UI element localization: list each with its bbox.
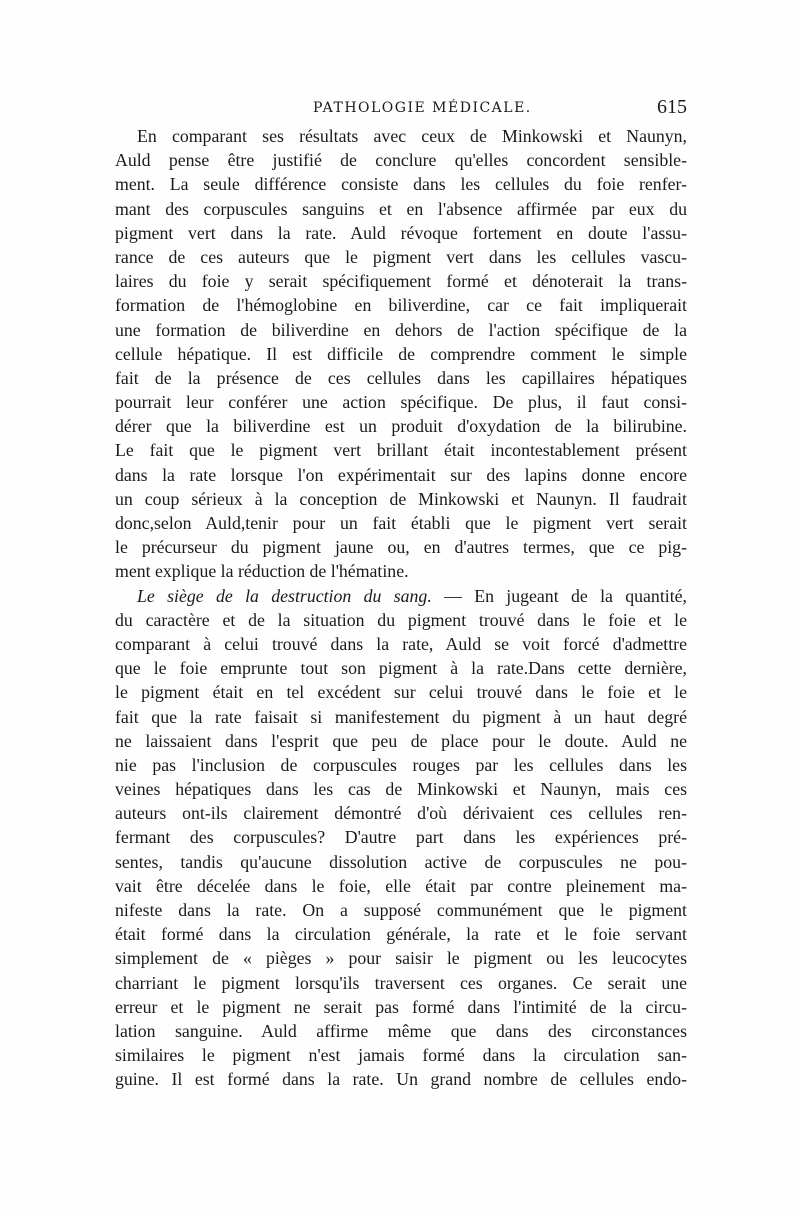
text-line: erreur et le pigment ne serait pas formé dans l'intimité de la circu- [115, 996, 687, 1017]
text-line: auteurs ont-ils clairement démontré d'où dérivaient ces cellules ren- [115, 803, 687, 824]
text-line: fait de la présence de ces cellules dans les capillaires hépatiques [115, 367, 687, 388]
text-line: nie pas l'inclusion de corpuscules rouges par les cellules dans les [115, 754, 687, 775]
text-line: formation de l'hémoglobine en biliverdine, car ce fait impliquerait [115, 295, 687, 316]
text-line: que le foie emprunte tout son pigment à la rate.Dans cette dernière, [115, 658, 687, 679]
text-line: sentes, tandis qu'aucune dissolution active de corpuscules ne pou- [115, 851, 687, 872]
text-line: Auld pense être justifié de conclure qu'elles concordent sensible- [115, 150, 687, 171]
text-line: fermant des corpuscules? D'autre part dans les expériences pré- [115, 827, 687, 848]
text-line: veines hépatiques dans les cas de Minkowski et Naunyn, mais ces [115, 779, 687, 800]
text-line: ne laissaient dans l'esprit que peu de place pour le doute. Auld ne [115, 730, 687, 751]
text-line: une formation de biliverdine en dehors de l'action spécifique de la [115, 319, 687, 340]
text-line: mant des corpuscules sanguins et en l'absence affirmée par eux du [115, 198, 687, 219]
text-line: rance de ces auteurs que le pigment vert dans les cellules vascu- [115, 246, 687, 267]
section-heading: Le siège de la destruction du sang. [137, 585, 432, 606]
text-line: lation sanguine. Auld affirme même que dans des circonstances [115, 1020, 687, 1041]
text-line: vait être décelée dans le foie, elle était par contre pleinement ma- [115, 875, 687, 896]
text-line: comparant à celui trouvé dans la rate, Auld se voit forcé d'admettre [115, 633, 687, 654]
section-heading-continuation: — En jugeant de la quantité, [431, 585, 687, 606]
text-line: nifeste dans la rate. On a supposé communément que le pigment [115, 900, 687, 920]
text-line: guine. Il est formé dans la rate. Un grand nombre de cellules endo- [115, 1069, 687, 1090]
text-line: cellule hépatique. Il est difficile de comprendre comment le simple [115, 343, 687, 364]
section-heading-line [115, 584, 687, 608]
running-title: PATHOLOGIE MÉDICALE. [313, 100, 532, 116]
text-line: était formé dans la circulation générale, la rate et le foie servant [115, 924, 687, 945]
page-number: 615 [657, 96, 687, 118]
text-line: simplement de « pièges » pour saisir le pigment ou les leucocytes [115, 948, 687, 969]
text-line: charriant le pigment lorsqu'ils traversent ces organes. Ce serait une [115, 972, 687, 993]
text-line: pourrait leur conférer une action spécifique. De plus, il faut consi- [115, 392, 687, 413]
text-line: laires du foie y serait spécifiquement formé et dénoterait la trans- [115, 271, 687, 292]
text-line: dérer que la biliverdine est un produit d'oxydation de la bilirubine. [115, 416, 687, 437]
text-line: le précurseur du pigment jaune ou, en d'autres termes, que ce pig- [115, 537, 687, 558]
text-line: Le fait que le pigment vert brillant était incontestablement présent [115, 440, 687, 461]
text-line: similaires le pigment n'est jamais formé dans la circulation san- [115, 1045, 687, 1066]
text-line: le pigment était en tel excédent sur celui trouvé dans le foie et le [115, 682, 687, 703]
text-line: dans la rate lorsque l'on expérimentait sur des lapins donne encore [115, 464, 687, 485]
running-head [115, 96, 687, 122]
text-line: du caractère et de la situation du pigment trouvé dans le foie et le [115, 609, 687, 630]
text-line: un coup sérieux à la conception de Minkowski et Naunyn. Il faudrait [115, 488, 687, 509]
text-line: donc,selon Auld,tenir pour un fait établi que le pigment vert serait [115, 513, 687, 533]
text-line: ment explique la réduction de l'hématine. [115, 561, 409, 582]
text-line: pigment vert dans la rate. Auld révoque fortement en doute l'assu- [115, 222, 687, 243]
text-line: fait que la rate faisait si manifestement du pigment à un haut degré [115, 706, 687, 727]
text-line: ment. La seule différence consiste dans les cellules du foie renfer- [115, 174, 687, 195]
text-line: En comparant ses résultats avec ceux de Minkowski et Naunyn, [137, 126, 687, 146]
body-text [115, 124, 687, 1092]
